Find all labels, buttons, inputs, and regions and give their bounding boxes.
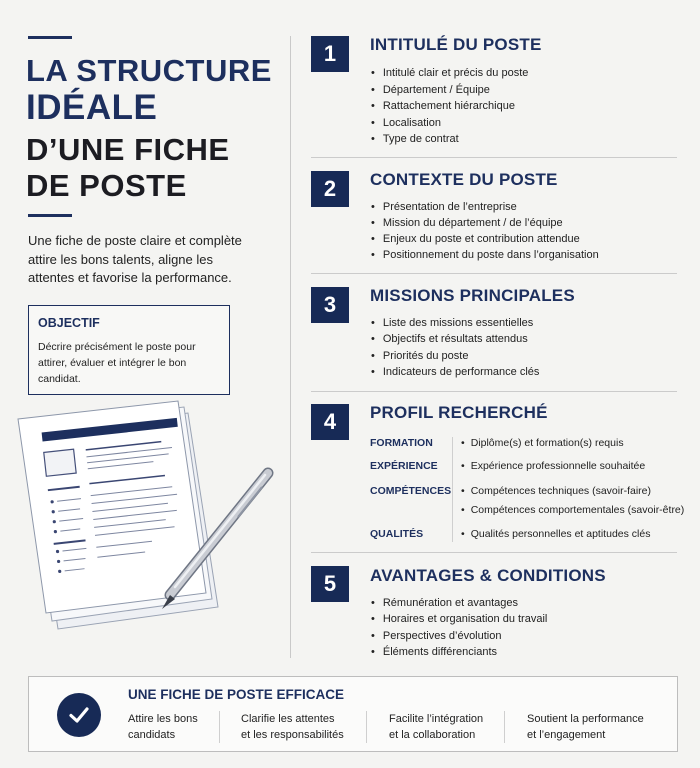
section-2-item: • Mission du département / de l’équipe bbox=[371, 217, 563, 229]
summary-point bbox=[389, 711, 483, 743]
profile-column-divider bbox=[452, 437, 453, 542]
summary-separator bbox=[366, 711, 367, 743]
profile-value: • Qualités personnelles et aptitudes clés bbox=[461, 528, 650, 540]
section-1-title: INTITULÉ DU POSTE bbox=[370, 35, 542, 54]
check-icon bbox=[57, 693, 101, 737]
profile-label-competences: COMPÉTENCES bbox=[370, 485, 452, 497]
profile-value: • Compétences techniques (savoir-faire) bbox=[461, 485, 651, 497]
section-5-item: • Horaires et organisation du travail bbox=[371, 613, 547, 625]
section-4-number-badge: 4 bbox=[311, 404, 349, 440]
section-5-item: • Éléments différenciants bbox=[371, 646, 497, 658]
summary-point-line: Clarifie les attentes bbox=[241, 713, 335, 725]
page-title-line-2: IDÉALE bbox=[26, 88, 158, 127]
page-title-line-4: DE POSTE bbox=[26, 168, 187, 203]
summary-point-line: Attire les bons bbox=[128, 713, 198, 725]
section-1-item: • Type de contrat bbox=[371, 133, 459, 145]
section-3-item: • Liste des missions essentielles bbox=[371, 317, 533, 329]
profile-value: • Diplôme(s) et formation(s) requis bbox=[461, 437, 624, 449]
section-5-title: AVANTAGES & CONDITIONS bbox=[370, 566, 606, 585]
section-3-item: • Priorités du poste bbox=[371, 350, 468, 362]
summary-separator bbox=[219, 711, 220, 743]
section-divider bbox=[311, 391, 677, 392]
section-2-item: • Enjeux du poste et contribution attendue bbox=[371, 233, 580, 245]
title-bottom-rule bbox=[28, 214, 72, 217]
summary-point-line: candidats bbox=[128, 729, 176, 741]
section-1-item: • Localisation bbox=[371, 117, 441, 129]
section-2-title: CONTEXTE DU POSTE bbox=[370, 170, 558, 189]
column-divider bbox=[290, 36, 291, 658]
profile-value: • Expérience professionnelle souhaitée bbox=[461, 460, 645, 472]
summary-point-line: et les responsabilités bbox=[241, 729, 344, 741]
objective-box bbox=[28, 305, 230, 395]
section-3-item: • Objectifs et résultats attendus bbox=[371, 333, 528, 345]
section-5-number-badge: 5 bbox=[311, 566, 349, 602]
section-2-item: • Présentation de l’entreprise bbox=[371, 201, 517, 213]
section-2-item: • Positionnement du poste dans l’organisation bbox=[371, 249, 599, 261]
summary-title: UNE FICHE DE POSTE EFFICACE bbox=[128, 687, 345, 702]
profile-value: • Compétences comportementales (savoir-être) bbox=[461, 504, 684, 516]
objective-heading: OBJECTIF bbox=[38, 316, 100, 330]
summary-point bbox=[241, 711, 344, 743]
document-pen-illustration bbox=[10, 395, 280, 660]
intro-text: Une fiche de poste claire et complète attire les bons talents, aligne les attentes et favorise la performance. bbox=[28, 233, 242, 285]
section-1-number-badge: 1 bbox=[311, 36, 349, 72]
section-5-item: • Rémunération et avantages bbox=[371, 597, 518, 609]
section-divider bbox=[311, 157, 677, 158]
section-1-item: • Département / Équipe bbox=[371, 84, 490, 96]
section-1-item: • Intitulé clair et précis du poste bbox=[371, 67, 528, 79]
section-3-item: • Indicateurs de performance clés bbox=[371, 366, 539, 378]
title-top-rule bbox=[28, 36, 72, 39]
section-3-title: MISSIONS PRINCIPALES bbox=[370, 286, 575, 305]
summary-separator bbox=[504, 711, 505, 743]
section-divider bbox=[311, 552, 677, 553]
summary-point bbox=[128, 711, 198, 743]
page-title-line-1: LA STRUCTURE bbox=[26, 53, 272, 88]
section-3-number-badge: 3 bbox=[311, 287, 349, 323]
page-title-line-3: D’UNE FICHE bbox=[26, 132, 230, 167]
summary-point-line: et l’engagement bbox=[527, 729, 606, 741]
section-2-number-badge: 2 bbox=[311, 171, 349, 207]
section-1-item: • Rattachement hiérarchique bbox=[371, 100, 515, 112]
summary-point-line: et la collaboration bbox=[389, 729, 476, 741]
profile-label-formation: FORMATION bbox=[370, 437, 433, 449]
objective-text: Décrire précisément le poste pour attirer, évaluer et intégrer le bon candidat. bbox=[38, 341, 196, 385]
section-divider bbox=[311, 273, 677, 274]
summary-box bbox=[28, 676, 678, 752]
summary-point bbox=[527, 711, 644, 743]
profile-label-qualites: QUALITÉS bbox=[370, 528, 424, 540]
summary-point-line: Soutient la performance bbox=[527, 713, 644, 725]
section-5-item: • Perspectives d’évolution bbox=[371, 630, 501, 642]
section-4-title: PROFIL RECHERCHÉ bbox=[370, 403, 548, 422]
profile-label-experience: EXPÉRIENCE bbox=[370, 460, 438, 472]
summary-point-line: Facilite l’intégration bbox=[389, 713, 484, 725]
